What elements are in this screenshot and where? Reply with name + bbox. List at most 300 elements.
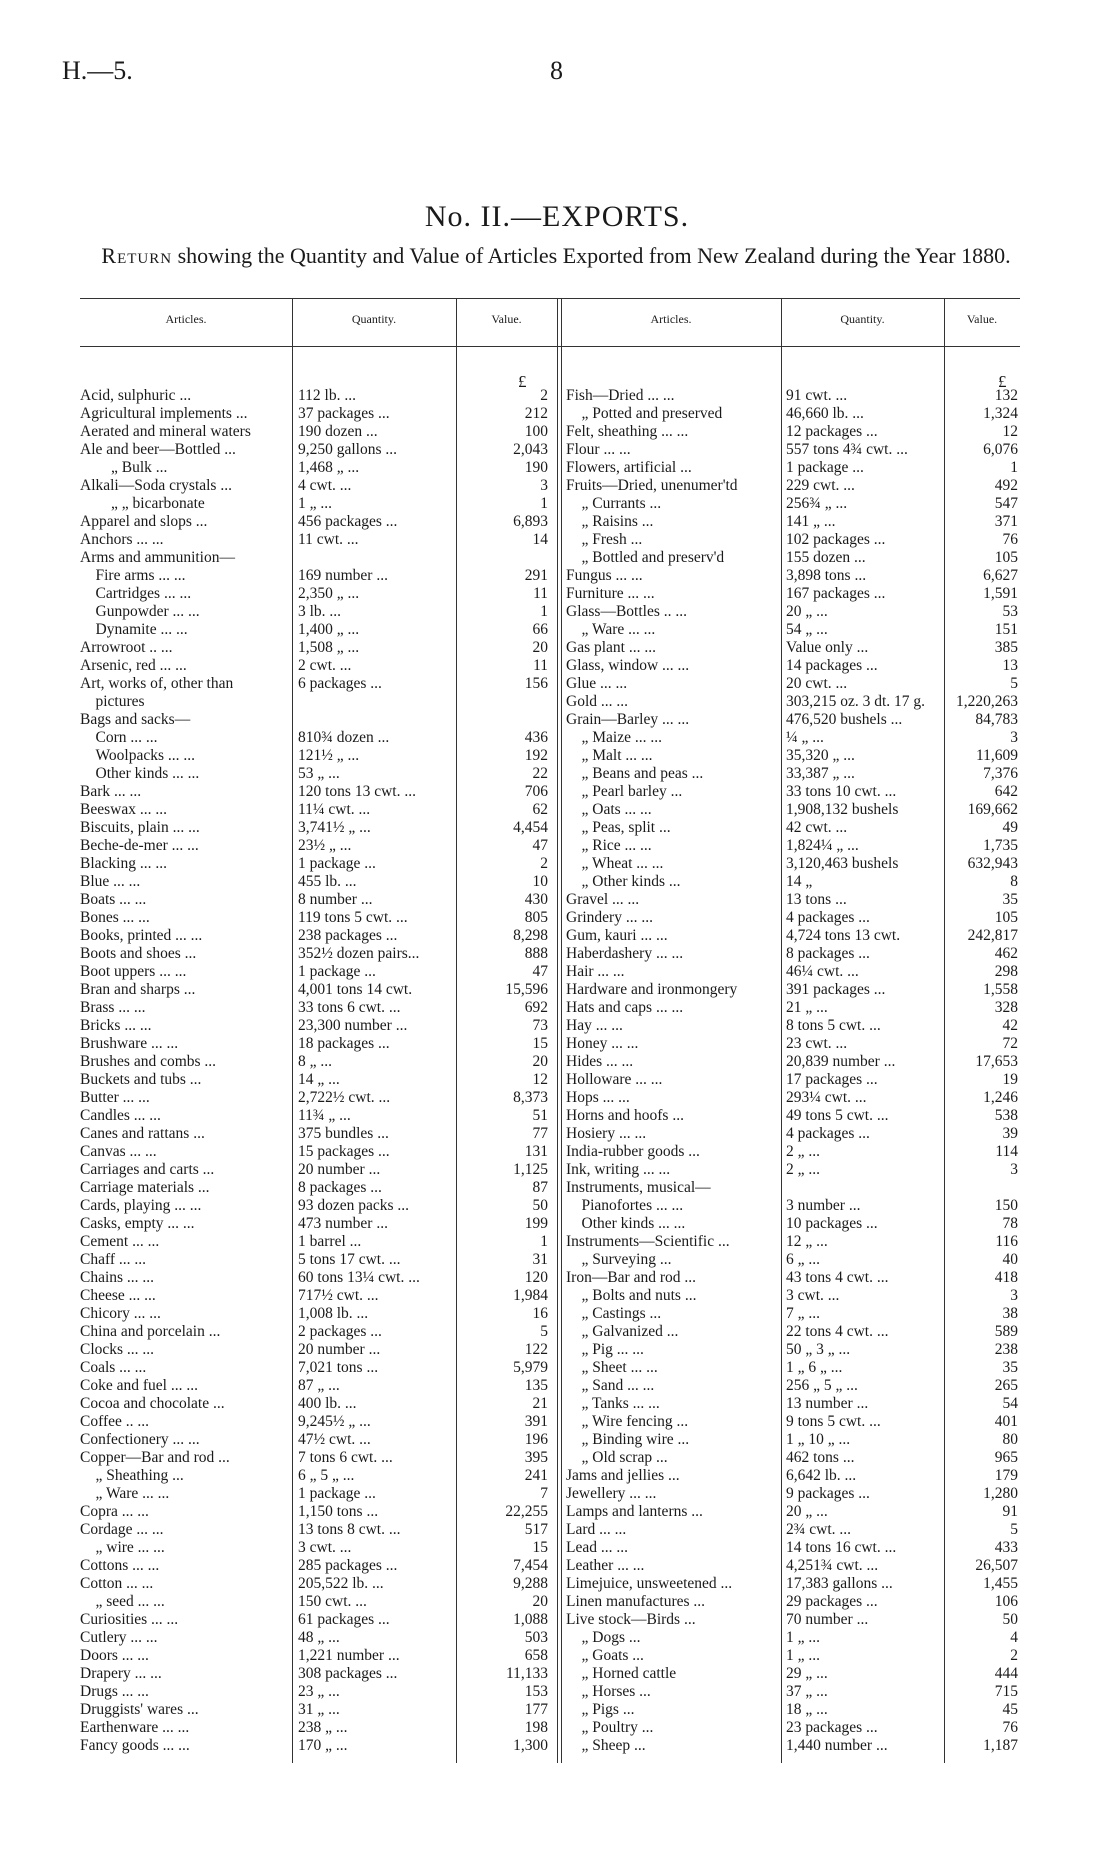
article-name: Beche-de-mer ... ... <box>80 837 199 854</box>
article-name: „ Raisins ... <box>566 513 654 530</box>
article-name: Books, printed ... ... <box>80 927 203 944</box>
quantity-cell: 2,722½ cwt. ... <box>298 1089 391 1106</box>
article-name: Lard ... ... <box>566 1521 627 1538</box>
value-cell: 5,979 <box>513 1359 548 1376</box>
article-name: Haberdashery ... ... <box>566 945 684 962</box>
article-name: Carriage materials ... <box>80 1179 210 1196</box>
article-name: „ Wire fencing ... <box>566 1413 689 1430</box>
article-name: Butter ... ... <box>80 1089 150 1106</box>
value-cell: 3 <box>1010 729 1018 746</box>
column-divider <box>292 298 293 1763</box>
value-cell: 503 <box>524 1629 548 1646</box>
quantity-cell: 229 cwt. ... <box>786 477 855 494</box>
article-name: Glass, window ... ... <box>566 657 690 674</box>
value-cell: 53 <box>1002 603 1018 620</box>
article-name: „ Sheet ... ... <box>566 1359 658 1376</box>
page-title: No. II.—EXPORTS. <box>424 200 690 233</box>
quantity-cell: 2 „ ... <box>786 1143 821 1160</box>
quantity-cell: 3,898 tons ... <box>786 567 867 584</box>
quantity-cell: 155 dozen ... <box>786 549 866 566</box>
value-cell: 19 <box>1002 1071 1018 1088</box>
value-cell: 1,984 <box>513 1287 548 1304</box>
quantity-cell: 33 tons 10 cwt. ... <box>786 783 897 800</box>
article-name: Anchors ... ... <box>80 531 164 548</box>
article-name: Flowers, artificial ... <box>566 459 692 476</box>
column-divider <box>557 298 558 1763</box>
article-name: Arms and ammunition— <box>80 549 235 566</box>
value-cell: 73 <box>532 1017 548 1034</box>
quantity-cell: 48 „ ... <box>298 1629 340 1646</box>
value-cell: 1,187 <box>983 1737 1018 1754</box>
value-cell: 13 <box>1002 657 1018 674</box>
article-name: Hardware and ironmongery <box>566 981 738 998</box>
article-name: Ale and beer—Bottled ... <box>80 441 236 458</box>
article-name: Honey ... ... <box>566 1035 639 1052</box>
value-cell: 156 <box>524 675 548 692</box>
quantity-cell: 20 number ... <box>298 1161 381 1178</box>
article-name: Jewellery ... ... <box>566 1485 657 1502</box>
quantity-cell: 35,320 „ ... <box>786 747 855 764</box>
article-name: „ Fresh ... <box>566 531 643 548</box>
value-cell: 395 <box>524 1449 548 1466</box>
article-name: Bags and sacks— <box>80 711 191 728</box>
value-cell: 418 <box>994 1269 1018 1286</box>
value-cell: 589 <box>994 1323 1018 1340</box>
quantity-cell: 455 lb. ... <box>298 873 357 890</box>
document-reference: H.—5. <box>62 56 133 85</box>
quantity-cell: 6,642 lb. ... <box>786 1467 857 1484</box>
value-cell: 35 <box>1002 1359 1018 1376</box>
article-name: Carriages and carts ... <box>80 1161 215 1178</box>
article-name: Hay ... ... <box>566 1017 623 1034</box>
quantity-cell: 37 „ ... <box>786 1683 828 1700</box>
value-cell: 1,558 <box>983 981 1018 998</box>
article-name: Copper—Bar and rod ... <box>80 1449 230 1466</box>
quantity-cell: 70 number ... <box>786 1611 869 1628</box>
value-cell: 114 <box>995 1143 1018 1160</box>
article-name: Hosiery ... ... <box>566 1125 647 1142</box>
value-cell: 1,125 <box>513 1161 548 1178</box>
header-articles-right: Articles. <box>650 312 692 326</box>
quantity-cell: 21 „ ... <box>786 999 828 1016</box>
column-divider <box>944 298 945 1763</box>
article-name: Holloware ... ... <box>566 1071 663 1088</box>
quantity-cell: 391 packages ... <box>786 981 886 998</box>
quantity-cell: 23,300 number ... <box>298 1017 408 1034</box>
article-name: Felt, sheathing ... ... <box>566 423 689 440</box>
article-name: Arrowroot .. ... <box>80 639 173 656</box>
quantity-cell: 1 „ ... <box>298 495 333 512</box>
article-name: Other kinds ... ... <box>80 765 200 782</box>
article-name: „ Potted and preserved <box>566 405 723 422</box>
value-cell: 153 <box>524 1683 548 1700</box>
quantity-cell: 93 dozen packs ... <box>298 1197 410 1214</box>
article-name: Gold ... ... <box>566 693 628 710</box>
value-cell: 3 <box>1010 1287 1018 1304</box>
quantity-cell: 352½ dozen pairs... <box>298 945 420 962</box>
quantity-cell: 7,021 tons ... <box>298 1359 379 1376</box>
value-cell: 49 <box>1002 819 1018 836</box>
value-cell: 198 <box>524 1719 548 1736</box>
header-value-left: Value. <box>491 312 522 326</box>
value-cell: 40 <box>1002 1251 1018 1268</box>
value-cell: 132 <box>994 387 1018 404</box>
value-cell: 54 <box>1002 1395 1018 1412</box>
quantity-cell: 1,468 „ ... <box>298 459 360 476</box>
quantity-cell: 8 packages ... <box>298 1179 382 1196</box>
value-cell: 5 <box>540 1323 548 1340</box>
article-name: „ Ware ... ... <box>80 1485 170 1502</box>
article-name: Blacking ... ... <box>80 855 167 872</box>
value-cell: 150 <box>994 1197 1018 1214</box>
value-cell: 805 <box>524 909 548 926</box>
column-divider <box>781 298 782 1763</box>
article-name: Woolpacks ... ... <box>80 747 195 764</box>
quantity-cell: 54 „ ... <box>786 621 828 638</box>
value-cell: 2 <box>540 387 548 404</box>
article-name: Fungus ... ... <box>566 567 643 584</box>
article-name: Cards, playing ... ... <box>80 1197 202 1214</box>
header-articles-left: Articles. <box>165 312 207 326</box>
article-name: Pianofortes ... ... <box>566 1197 684 1214</box>
value-cell: 177 <box>524 1701 548 1718</box>
quantity-cell: 293¼ cwt. ... <box>786 1089 867 1106</box>
quantity-cell: 9 packages ... <box>786 1485 870 1502</box>
article-name: Hats and caps ... ... <box>566 999 684 1016</box>
value-cell: 72 <box>1002 1035 1018 1052</box>
value-cell: 7,454 <box>513 1557 548 1574</box>
article-name: Chains ... ... <box>80 1269 155 1286</box>
quantity-cell: 53 „ ... <box>298 765 340 782</box>
value-cell: 76 <box>1002 1719 1018 1736</box>
article-name: Glue ... ... <box>566 675 628 692</box>
article-name: Curiosities ... ... <box>80 1611 179 1628</box>
table-head-rule <box>80 346 1020 347</box>
article-name: Boot uppers ... ... <box>80 963 187 980</box>
quantity-cell: 717½ cwt. ... <box>298 1287 379 1304</box>
value-cell: 14 <box>532 531 548 548</box>
quantity-cell: 13 tons 8 cwt. ... <box>298 1521 401 1538</box>
quantity-cell: 375 bundles ... <box>298 1125 389 1142</box>
value-cell: 433 <box>994 1539 1018 1556</box>
value-cell: 10 <box>532 873 548 890</box>
article-name: Blue ... ... <box>80 873 141 890</box>
article-name: Grain—Barley ... ... <box>566 711 690 728</box>
quantity-cell: 4 packages ... <box>786 1125 870 1142</box>
value-cell: 78 <box>1002 1215 1018 1232</box>
quantity-cell: 303,215 oz. 3 dt. 17 g. <box>786 693 926 710</box>
quantity-cell: 43 tons 4 cwt. ... <box>786 1269 889 1286</box>
value-cell: 77 <box>532 1125 548 1142</box>
article-name: „ Ware ... ... <box>566 621 656 638</box>
value-cell: 169,662 <box>967 801 1018 818</box>
article-name: „ wire ... ... <box>80 1539 165 1556</box>
value-cell: 371 <box>994 513 1018 530</box>
value-cell: 8 <box>1010 873 1018 890</box>
value-cell: 20 <box>532 639 548 656</box>
value-cell: 6,893 <box>513 513 548 530</box>
quantity-cell: 14 tons 16 cwt. ... <box>786 1539 897 1556</box>
quantity-cell: 167 packages ... <box>786 585 886 602</box>
value-cell: 20 <box>532 1593 548 1610</box>
article-name: Hides ... ... <box>566 1053 634 1070</box>
quantity-cell: 2 „ ... <box>786 1161 821 1178</box>
value-cell: 192 <box>524 747 548 764</box>
quantity-cell: 15 packages ... <box>298 1143 390 1160</box>
value-cell: 50 <box>532 1197 548 1214</box>
quantity-cell: 13 number ... <box>786 1395 869 1412</box>
value-cell: 9,288 <box>513 1575 548 1592</box>
quantity-cell: 11¾ „ ... <box>298 1107 351 1124</box>
value-cell: 265 <box>994 1377 1018 1394</box>
article-name: Dynamite ... ... <box>80 621 188 638</box>
quantity-cell: 18 „ ... <box>786 1701 828 1718</box>
value-cell: 4,454 <box>513 819 548 836</box>
value-cell: 84,783 <box>975 711 1018 728</box>
article-name: Gum, kauri ... ... <box>566 927 668 944</box>
article-name: Casks, empty ... ... <box>80 1215 195 1232</box>
quantity-cell: 473 number ... <box>298 1215 388 1232</box>
article-name: Doors ... ... <box>80 1647 149 1664</box>
value-cell: 16 <box>532 1305 548 1322</box>
quantity-cell: 3,120,463 bushels <box>786 855 899 872</box>
article-name: Lead ... ... <box>566 1539 628 1556</box>
quantity-cell: 37 packages ... <box>298 405 390 422</box>
value-cell: 888 <box>524 945 548 962</box>
quantity-cell: 8 packages ... <box>786 945 870 962</box>
quantity-cell: 1 package ... <box>298 963 376 980</box>
value-cell: 196 <box>524 1431 548 1448</box>
quantity-cell: 29 packages ... <box>786 1593 878 1610</box>
value-cell: 105 <box>994 549 1018 566</box>
value-cell: 1,455 <box>983 1575 1018 1592</box>
article-name: Beeswax ... ... <box>80 801 167 818</box>
value-cell: 5 <box>1010 1521 1018 1538</box>
article-name: „ Other kinds ... <box>566 873 681 890</box>
quantity-cell: 119 tons 5 cwt. ... <box>298 909 408 926</box>
value-cell: 242,817 <box>967 927 1018 944</box>
article-name: Art, works of, other than <box>80 675 234 692</box>
quantity-cell: 557 tons 4¾ cwt. ... <box>786 441 908 458</box>
quantity-cell: 3 cwt. ... <box>298 1539 352 1556</box>
quantity-cell: 7 tons 6 cwt. ... <box>298 1449 393 1466</box>
article-name: Cutlery ... ... <box>80 1629 158 1646</box>
quantity-cell: 810¾ dozen ... <box>298 729 390 746</box>
quantity-cell: 9,245½ „ ... <box>298 1413 371 1430</box>
article-name: Gunpowder ... ... <box>80 603 200 620</box>
quantity-cell: 1 package ... <box>298 855 376 872</box>
quantity-cell: 61 packages ... <box>298 1611 390 1628</box>
article-name: Limejuice, unsweetened ... <box>566 1575 733 1592</box>
value-cell: 291 <box>524 567 548 584</box>
value-cell: 436 <box>524 729 548 746</box>
quantity-cell: 308 packages ... <box>298 1665 398 1682</box>
quantity-cell: 60 tons 13¼ cwt. ... <box>298 1269 420 1286</box>
quantity-cell: 2,350 „ ... <box>298 585 360 602</box>
quantity-cell: 18 packages ... <box>298 1035 390 1052</box>
article-name: Bran and sharps ... <box>80 981 196 998</box>
quantity-cell: 141 „ ... <box>786 513 836 530</box>
quantity-cell: 1,150 tons ... <box>298 1503 379 1520</box>
table-top-rule <box>80 298 1020 299</box>
quantity-cell: 20 cwt. ... <box>786 675 848 692</box>
quantity-cell: 8 number ... <box>298 891 373 908</box>
value-cell: 22,255 <box>505 1503 548 1520</box>
quantity-cell: 456 packages ... <box>298 513 398 530</box>
value-cell: 3 <box>540 477 548 494</box>
value-cell: 385 <box>994 639 1018 656</box>
quantity-cell: 4 packages ... <box>786 909 870 926</box>
value-cell: 1,088 <box>513 1611 548 1628</box>
value-cell: 642 <box>994 783 1018 800</box>
article-name: Candles ... ... <box>80 1107 161 1124</box>
value-cell: 62 <box>532 801 548 818</box>
article-name: Linen manufactures ... <box>566 1593 706 1610</box>
quantity-cell: 4,724 tons 13 cwt. <box>786 927 901 944</box>
quantity-cell: 11¼ cwt. ... <box>298 801 371 818</box>
value-cell: 100 <box>524 423 548 440</box>
article-name: Clocks ... ... <box>80 1341 155 1358</box>
column-divider <box>456 298 457 1763</box>
article-name: „ Pig ... ... <box>566 1341 644 1358</box>
article-name: Ink, writing ... ... <box>566 1161 671 1178</box>
quantity-cell: 256 „ 5 „ ... <box>786 1377 858 1394</box>
value-cell: 538 <box>994 1107 1018 1124</box>
page-number: 8 <box>550 56 563 85</box>
header-quantity-left: Quantity. <box>351 312 397 326</box>
article-name: Fire arms ... ... <box>80 567 186 584</box>
article-name: „ Castings ... <box>566 1305 662 1322</box>
article-name: „ Bolts and nuts ... <box>566 1287 697 1304</box>
quantity-cell: 170 „ ... <box>298 1737 348 1754</box>
quantity-cell: ¼ „ ... <box>786 729 824 746</box>
article-name: Live stock—Birds ... <box>566 1611 696 1628</box>
article-name: „ Maize ... ... <box>566 729 662 746</box>
article-name: Iron—Bar and rod ... <box>566 1269 696 1286</box>
quantity-cell: 476,520 bushels ... <box>786 711 903 728</box>
subtitle-lead: Return <box>101 243 173 268</box>
quantity-cell: 47½ cwt. ... <box>298 1431 371 1448</box>
header-quantity-right: Quantity. <box>840 312 885 326</box>
value-cell: 692 <box>524 999 548 1016</box>
value-cell: 50 <box>1002 1611 1018 1628</box>
value-cell: 391 <box>524 1413 548 1430</box>
value-cell: 4 <box>1010 1629 1018 1646</box>
value-cell: 328 <box>994 999 1018 1016</box>
value-cell: 462 <box>994 945 1018 962</box>
quantity-cell: 9 tons 5 cwt. ... <box>786 1413 881 1430</box>
article-name: Bones ... ... <box>80 909 150 926</box>
value-cell: 106 <box>994 1593 1018 1610</box>
quantity-cell: 46,660 lb. ... <box>786 405 864 422</box>
article-name: „ Rice ... ... <box>566 837 652 854</box>
quantity-cell: 23½ „ ... <box>298 837 352 854</box>
value-cell: 76 <box>1002 531 1018 548</box>
value-cell: 1,246 <box>983 1089 1018 1106</box>
quantity-cell: 14 packages ... <box>786 657 878 674</box>
quantity-cell: 1 „ 10 „ ... <box>786 1431 851 1448</box>
quantity-cell: 1 barrel ... <box>298 1233 362 1250</box>
article-name: „ Oats ... ... <box>566 801 652 818</box>
value-cell: 20 <box>532 1053 548 1070</box>
quantity-cell: 3 lb. ... <box>298 603 342 620</box>
article-name: „ Tanks ... ... <box>566 1395 660 1412</box>
article-name: Buckets and tubs ... <box>80 1071 202 1088</box>
quantity-cell: 17,383 gallons ... <box>786 1575 893 1592</box>
article-name: Apparel and slops ... <box>80 513 208 530</box>
quantity-cell: 12 packages ... <box>786 423 878 440</box>
article-name: Acid, sulphuric ... <box>80 387 192 404</box>
value-cell: 3 <box>1010 1161 1018 1178</box>
value-cell: 706 <box>524 783 548 800</box>
quantity-cell: 20 „ ... <box>786 1503 828 1520</box>
article-name: Confectionery ... ... <box>80 1431 200 1448</box>
article-name: Other kinds ... ... <box>566 1215 686 1232</box>
value-cell: 51 <box>532 1107 548 1124</box>
article-name: Fish—Dried ... ... <box>566 387 675 404</box>
value-cell: 8,373 <box>513 1089 548 1106</box>
value-cell: 15 <box>532 1539 548 1556</box>
article-name: Cement ... ... <box>80 1233 160 1250</box>
article-name: Fancy goods ... ... <box>80 1737 190 1754</box>
value-cell: 21 <box>532 1395 548 1412</box>
article-name: „ „ bicarbonate <box>80 495 205 512</box>
value-cell: 131 <box>524 1143 548 1160</box>
value-cell: 190 <box>524 459 548 476</box>
value-cell: 492 <box>994 477 1018 494</box>
value-cell: 298 <box>994 963 1018 980</box>
quantity-cell: 2 packages ... <box>298 1323 382 1340</box>
value-cell: 1,735 <box>983 837 1018 854</box>
article-name: Biscuits, plain ... ... <box>80 819 200 836</box>
currency-symbol-right: £ <box>998 372 1007 391</box>
quantity-cell: 1 „ ... <box>786 1647 821 1664</box>
article-name: Boats ... ... <box>80 891 147 908</box>
quantity-cell: 4,001 tons 14 cwt. <box>298 981 413 998</box>
article-name: Horns and hoofs ... <box>566 1107 684 1124</box>
quantity-cell: 1 package ... <box>786 459 864 476</box>
article-name: Druggists' wares ... <box>80 1701 199 1718</box>
article-name: „ Old scrap ... <box>566 1449 668 1466</box>
value-cell: 11 <box>533 585 548 602</box>
article-name: Hops ... ... <box>566 1089 630 1106</box>
article-name: Instruments—Scientific ... <box>566 1233 730 1250</box>
article-name: „ Sand ... ... <box>566 1377 655 1394</box>
quantity-cell: 1,400 „ ... <box>298 621 360 638</box>
quantity-cell: 1,908,132 bushels <box>786 801 899 818</box>
quantity-cell: 169 number ... <box>298 567 388 584</box>
article-name: Grindery ... ... <box>566 909 653 926</box>
value-cell: 11,133 <box>505 1665 548 1682</box>
article-name: India-rubber goods ... <box>566 1143 700 1160</box>
value-cell: 105 <box>994 909 1018 926</box>
quantity-cell: 1,008 lb. ... <box>298 1305 369 1322</box>
quantity-cell: 4,251¾ cwt. ... <box>786 1557 879 1574</box>
quantity-cell: 238 packages ... <box>298 927 398 944</box>
article-name: Cotton ... ... <box>80 1575 154 1592</box>
value-cell: 120 <box>524 1269 548 1286</box>
value-cell: 2 <box>540 855 548 872</box>
quantity-cell: 3 cwt. ... <box>786 1287 840 1304</box>
value-cell: 1,220,263 <box>956 693 1018 710</box>
value-cell: 430 <box>524 891 548 908</box>
quantity-cell: 91 cwt. ... <box>786 387 848 404</box>
quantity-cell: 2¾ cwt. ... <box>786 1521 852 1538</box>
article-name: Cocoa and chocolate ... <box>80 1395 225 1412</box>
article-name: Flour ... ... <box>566 441 631 458</box>
article-name: Bricks ... ... <box>80 1017 152 1034</box>
value-cell: 12 <box>1002 423 1018 440</box>
